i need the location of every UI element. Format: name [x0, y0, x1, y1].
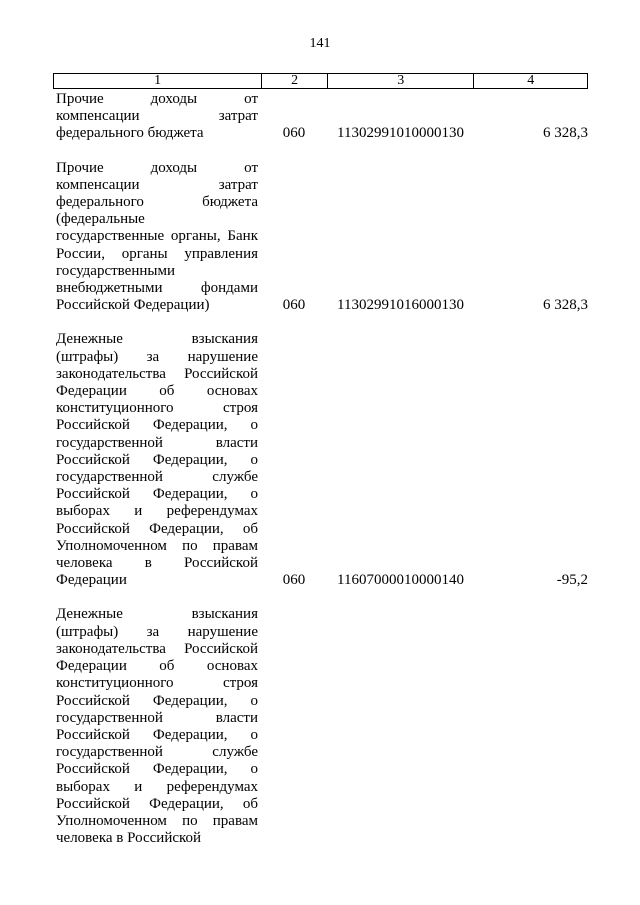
row-name-line: компенсации затрат	[56, 108, 258, 125]
row-name-line: федерального бюджета	[56, 194, 258, 211]
row-admin-code: 060	[282, 572, 306, 589]
table-row	[53, 331, 588, 589]
row-name-line: Федерации об основах	[56, 658, 258, 675]
page-number: 141	[309, 36, 331, 51]
row-name-line: Уполномоченном по правам	[56, 537, 258, 554]
row-name-line: (штрафы) за нарушение	[56, 623, 258, 640]
table-body	[53, 91, 588, 847]
row-name-line: Российской Федерации, о	[56, 486, 258, 503]
row-name-line: России, органы управления	[56, 245, 258, 262]
row-name-line: Прочие доходы от	[56, 159, 258, 176]
row-name-line: Российской Федерации, о	[56, 726, 258, 743]
table-row	[53, 160, 588, 315]
row-name-line: Денежные взыскания	[56, 606, 258, 623]
row-budget-code: 11607000010000140	[337, 572, 464, 589]
row-admin-code: 060	[282, 125, 306, 142]
row-name-line: Российской Федерации, о	[56, 417, 258, 434]
row-name-line: государственной службе	[56, 744, 258, 761]
row-admin-code: 060	[282, 297, 306, 314]
header-col-4: 4	[473, 74, 587, 88]
row-name-line: законодательства Российской	[56, 365, 258, 382]
row-name-line: государственной власти	[56, 434, 258, 451]
row-name-line: Российской Федерации)	[56, 297, 210, 314]
table-row	[53, 91, 588, 143]
row-name-line: компенсации затрат	[56, 176, 258, 193]
row-name-line: конституционного строя	[56, 400, 258, 417]
row-budget-code: 11302991016000130	[337, 297, 464, 314]
row-name-line: Федерации об основах	[56, 383, 258, 400]
row-name-cell	[53, 606, 261, 847]
row-name-line: Федерации	[56, 572, 127, 589]
row-name-cell	[53, 331, 261, 589]
header-col-1: 1	[154, 73, 162, 88]
header-col-3: 3	[327, 74, 473, 88]
row-name-line: Российской Федерации, о	[56, 761, 258, 778]
header-col-2: 2	[261, 74, 327, 88]
row-name-cell	[53, 91, 261, 143]
row-name-line: Российской Федерации, об	[56, 795, 258, 812]
row-amount: 6 328,3	[543, 125, 588, 142]
row-name-line: государственной службе	[56, 469, 258, 486]
row-budget-code: 11302991010000130	[337, 125, 464, 142]
row-name-line: (федеральные	[56, 211, 145, 228]
row-name-line: Российской Федерации, о	[56, 451, 258, 468]
row-amount: 6 328,3	[543, 297, 588, 314]
row-name-line: Российской Федерации, о	[56, 692, 258, 709]
row-name-line: Денежные взыскания	[56, 331, 258, 348]
row-name-line: внебюджетными фондами	[56, 280, 258, 297]
row-name-line: Прочие доходы от	[56, 91, 258, 107]
row-name-line: федерального бюджета	[56, 125, 204, 142]
row-name-line: конституционного строя	[56, 675, 258, 692]
row-name-line: государственной власти	[56, 709, 258, 726]
row-name-line: человека в Российской	[56, 830, 202, 847]
row-name-line: выборах и референдумах	[56, 778, 258, 795]
row-name-line: Российской Федерации, об	[56, 520, 258, 537]
row-name-line: государственные органы, Банк	[56, 228, 258, 245]
row-amount: -95,2	[556, 572, 588, 589]
table-row	[53, 606, 588, 847]
row-name-line: человека в Российской	[56, 555, 258, 572]
row-name-line: государственными	[56, 262, 175, 279]
row-name-line: Уполномоченном по правам	[56, 812, 258, 829]
row-name-line: законодательства Российской	[56, 640, 258, 657]
row-name-line: выборах и референдумах	[56, 503, 258, 520]
row-name-line: (штрафы) за нарушение	[56, 348, 258, 365]
revenue-table	[53, 73, 588, 864]
row-name-cell	[53, 160, 261, 315]
table-header-row	[53, 73, 588, 89]
